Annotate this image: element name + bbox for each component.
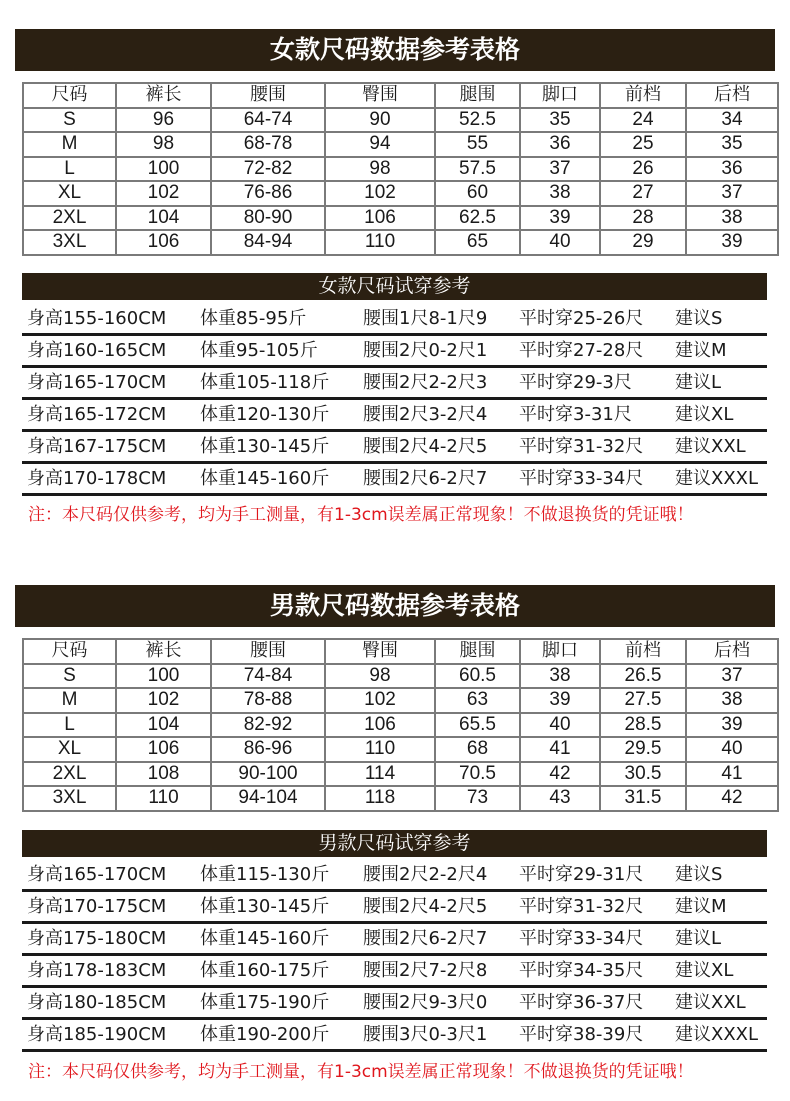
fit-weight: 体重145-160斤 bbox=[200, 928, 330, 949]
table-cell: 28.5 bbox=[600, 713, 686, 738]
table-cell: 57.5 bbox=[435, 157, 520, 182]
table-cell: M bbox=[23, 132, 116, 157]
table-cell: 40 bbox=[686, 737, 778, 762]
table-cell: 40 bbox=[520, 230, 600, 255]
fit-usual-size: 平时穿33-34尺 bbox=[519, 468, 644, 489]
table-cell: 73 bbox=[435, 786, 520, 811]
table-cell: 68 bbox=[435, 737, 520, 762]
table-cell: 114 bbox=[325, 762, 435, 787]
table-cell: 36 bbox=[686, 157, 778, 182]
table-cell: 29.5 bbox=[600, 737, 686, 762]
fit-waist: 腰围2尺3-2尺4 bbox=[363, 404, 488, 425]
table-cell: 86-96 bbox=[211, 737, 325, 762]
table-row bbox=[23, 737, 778, 762]
table-cell: 39 bbox=[520, 688, 600, 713]
table-cell: 106 bbox=[325, 713, 435, 738]
fit-weight: 体重190-200斤 bbox=[200, 1024, 330, 1045]
men-disclaimer-note: 注：本尺码仅供参考，均为手工测量，有1-3cm误差属正常现象！不做退换货的凭证哦！ bbox=[28, 1062, 694, 1082]
fit-waist: 腰围3尺0-3尺1 bbox=[363, 1024, 488, 1045]
column-header: 后档 bbox=[686, 639, 778, 664]
table-cell: 3XL bbox=[23, 230, 116, 255]
fit-row bbox=[22, 464, 767, 496]
column-header: 臀围 bbox=[325, 83, 435, 108]
table-cell: 96 bbox=[116, 108, 211, 133]
table-cell: 106 bbox=[325, 206, 435, 231]
fit-usual-size: 平时穿29-3尺 bbox=[519, 372, 632, 393]
fit-usual-size: 平时穿34-35尺 bbox=[519, 960, 644, 981]
table-cell: 42 bbox=[686, 786, 778, 811]
table-cell: 102 bbox=[116, 181, 211, 206]
table-cell: 63 bbox=[435, 688, 520, 713]
fit-usual-size: 平时穿33-34尺 bbox=[519, 928, 644, 949]
fit-height: 身高165-170CM bbox=[27, 864, 167, 885]
table-cell: 43 bbox=[520, 786, 600, 811]
table-cell: 102 bbox=[325, 181, 435, 206]
fit-row bbox=[22, 304, 767, 336]
fit-waist: 腰围2尺0-2尺1 bbox=[363, 340, 488, 361]
table-cell: L bbox=[23, 157, 116, 182]
fit-suggested-size: 建议XXL bbox=[675, 436, 746, 457]
fit-suggested-size: 建议XL bbox=[675, 960, 734, 981]
fit-waist: 腰围2尺7-2尺8 bbox=[363, 960, 488, 981]
fit-usual-size: 平时穿36-37尺 bbox=[519, 992, 644, 1013]
table-cell: 28 bbox=[600, 206, 686, 231]
table-cell: 38 bbox=[520, 181, 600, 206]
fit-waist: 腰围2尺6-2尺7 bbox=[363, 468, 488, 489]
fit-row bbox=[22, 956, 767, 988]
table-cell: 39 bbox=[520, 206, 600, 231]
table-cell: 38 bbox=[686, 688, 778, 713]
fit-waist: 腰围2尺2-2尺3 bbox=[363, 372, 488, 393]
fit-height: 身高167-175CM bbox=[27, 436, 167, 457]
column-header: 腰围 bbox=[211, 83, 325, 108]
table-cell: 52.5 bbox=[435, 108, 520, 133]
table-cell: 94-104 bbox=[211, 786, 325, 811]
table-cell: 78-88 bbox=[211, 688, 325, 713]
table-cell: 3XL bbox=[23, 786, 116, 811]
fit-row bbox=[22, 892, 767, 924]
fit-height: 身高175-180CM bbox=[27, 928, 167, 949]
fit-height: 身高170-175CM bbox=[27, 896, 167, 917]
table-cell: 25 bbox=[600, 132, 686, 157]
table-row bbox=[23, 664, 778, 689]
column-header: 裤长 bbox=[116, 83, 211, 108]
fit-suggested-size: 建议L bbox=[675, 928, 722, 949]
table-cell: 118 bbox=[325, 786, 435, 811]
fit-suggested-size: 建议XL bbox=[675, 404, 734, 425]
fit-height: 身高160-165CM bbox=[27, 340, 167, 361]
fit-usual-size: 平时穿29-31尺 bbox=[519, 864, 644, 885]
fit-height: 身高180-185CM bbox=[27, 992, 167, 1013]
table-cell: L bbox=[23, 713, 116, 738]
table-cell: 37 bbox=[686, 664, 778, 689]
table-cell: 40 bbox=[520, 713, 600, 738]
table-cell: 74-84 bbox=[211, 664, 325, 689]
fit-row bbox=[22, 336, 767, 368]
table-cell: 34 bbox=[686, 108, 778, 133]
table-cell: 37 bbox=[686, 181, 778, 206]
fit-weight: 体重175-190斤 bbox=[200, 992, 330, 1013]
table-cell: 41 bbox=[520, 737, 600, 762]
table-row bbox=[23, 688, 778, 713]
fit-row bbox=[22, 860, 767, 892]
table-cell: 27 bbox=[600, 181, 686, 206]
table-cell: 110 bbox=[325, 737, 435, 762]
fit-waist: 腰围2尺4-2尺5 bbox=[363, 896, 488, 917]
table-row bbox=[23, 108, 778, 133]
fit-suggested-size: 建议XXL bbox=[675, 992, 746, 1013]
table-cell: 42 bbox=[520, 762, 600, 787]
table-cell: 90-100 bbox=[211, 762, 325, 787]
column-header: 后档 bbox=[686, 83, 778, 108]
fit-usual-size: 平时穿25-26尺 bbox=[519, 308, 644, 329]
fit-row bbox=[22, 432, 767, 464]
table-cell: 102 bbox=[116, 688, 211, 713]
table-cell: 36 bbox=[520, 132, 600, 157]
fit-height: 身高155-160CM bbox=[27, 308, 167, 329]
table-cell: 110 bbox=[325, 230, 435, 255]
fit-height: 身高165-172CM bbox=[27, 404, 167, 425]
fit-suggested-size: 建议XXXL bbox=[675, 468, 759, 489]
table-cell: 98 bbox=[325, 157, 435, 182]
column-header: 腿围 bbox=[435, 83, 520, 108]
table-cell: 2XL bbox=[23, 762, 116, 787]
men-fit-reference-title: 男款尺码试穿参考 bbox=[22, 830, 767, 857]
fit-weight: 体重130-145斤 bbox=[200, 896, 330, 917]
women-fit-reference-title: 女款尺码试穿参考 bbox=[22, 273, 767, 300]
column-header: 尺码 bbox=[23, 639, 116, 664]
table-cell: 110 bbox=[116, 786, 211, 811]
table-cell: S bbox=[23, 664, 116, 689]
fit-weight: 体重145-160斤 bbox=[200, 468, 330, 489]
table-cell: XL bbox=[23, 181, 116, 206]
men-size-table bbox=[22, 638, 779, 812]
table-row bbox=[23, 181, 778, 206]
fit-weight: 体重120-130斤 bbox=[200, 404, 330, 425]
table-cell: 100 bbox=[116, 157, 211, 182]
column-header: 前档 bbox=[600, 83, 686, 108]
fit-weight: 体重130-145斤 bbox=[200, 436, 330, 457]
fit-suggested-size: 建议S bbox=[675, 864, 723, 885]
table-cell: 31.5 bbox=[600, 786, 686, 811]
fit-suggested-size: 建议S bbox=[675, 308, 723, 329]
table-row bbox=[23, 786, 778, 811]
table-cell: S bbox=[23, 108, 116, 133]
fit-usual-size: 平时穿31-32尺 bbox=[519, 896, 644, 917]
fit-weight: 体重85-95斤 bbox=[200, 308, 307, 329]
table-cell: 37 bbox=[520, 157, 600, 182]
fit-row bbox=[22, 400, 767, 432]
fit-usual-size: 平时穿3-31尺 bbox=[519, 404, 632, 425]
table-cell: 24 bbox=[600, 108, 686, 133]
table-row bbox=[23, 762, 778, 787]
table-cell: 2XL bbox=[23, 206, 116, 231]
men-fit-list bbox=[22, 860, 767, 1052]
table-cell: 90 bbox=[325, 108, 435, 133]
fit-height: 身高170-178CM bbox=[27, 468, 167, 489]
fit-waist: 腰围1尺8-1尺9 bbox=[363, 308, 488, 329]
fit-waist: 腰围2尺2-2尺4 bbox=[363, 864, 488, 885]
fit-suggested-size: 建议XXXL bbox=[675, 1024, 759, 1045]
table-cell: 65 bbox=[435, 230, 520, 255]
table-cell: 27.5 bbox=[600, 688, 686, 713]
table-cell: 106 bbox=[116, 230, 211, 255]
table-cell: 39 bbox=[686, 230, 778, 255]
women-size-table bbox=[22, 82, 779, 256]
fit-row bbox=[22, 988, 767, 1020]
column-header: 脚口 bbox=[520, 83, 600, 108]
table-cell: 84-94 bbox=[211, 230, 325, 255]
table-cell: 80-90 bbox=[211, 206, 325, 231]
fit-weight: 体重160-175斤 bbox=[200, 960, 330, 981]
table-cell: 29 bbox=[600, 230, 686, 255]
table-cell: 98 bbox=[116, 132, 211, 157]
fit-row bbox=[22, 368, 767, 400]
table-cell: 65.5 bbox=[435, 713, 520, 738]
women-size-chart-title: 女款尺码数据参考表格 bbox=[15, 29, 775, 71]
table-cell: 100 bbox=[116, 664, 211, 689]
fit-waist: 腰围2尺9-3尺0 bbox=[363, 992, 488, 1013]
table-row bbox=[23, 230, 778, 255]
table-cell: 38 bbox=[520, 664, 600, 689]
table-cell: XL bbox=[23, 737, 116, 762]
table-cell: 30.5 bbox=[600, 762, 686, 787]
table-cell: 26.5 bbox=[600, 664, 686, 689]
table-cell: 82-92 bbox=[211, 713, 325, 738]
table-cell: 68-78 bbox=[211, 132, 325, 157]
fit-suggested-size: 建议M bbox=[675, 896, 727, 917]
table-row bbox=[23, 206, 778, 231]
table-cell: 64-74 bbox=[211, 108, 325, 133]
table-cell: 26 bbox=[600, 157, 686, 182]
fit-height: 身高185-190CM bbox=[27, 1024, 167, 1045]
women-disclaimer-note: 注：本尺码仅供参考，均为手工测量，有1-3cm误差属正常现象！不做退换货的凭证哦！ bbox=[28, 505, 694, 525]
table-cell: 41 bbox=[686, 762, 778, 787]
table-cell: 98 bbox=[325, 664, 435, 689]
fit-weight: 体重95-105斤 bbox=[200, 340, 318, 361]
table-cell: 38 bbox=[686, 206, 778, 231]
table-cell: 108 bbox=[116, 762, 211, 787]
table-cell: 70.5 bbox=[435, 762, 520, 787]
fit-height: 身高165-170CM bbox=[27, 372, 167, 393]
fit-row bbox=[22, 1020, 767, 1052]
fit-suggested-size: 建议M bbox=[675, 340, 727, 361]
fit-weight: 体重115-130斤 bbox=[200, 864, 330, 885]
table-cell: 72-82 bbox=[211, 157, 325, 182]
table-cell: 94 bbox=[325, 132, 435, 157]
column-header: 腿围 bbox=[435, 639, 520, 664]
fit-row bbox=[22, 924, 767, 956]
table-cell: 106 bbox=[116, 737, 211, 762]
fit-weight: 体重105-118斤 bbox=[200, 372, 330, 393]
table-header-row bbox=[23, 639, 778, 664]
column-header: 裤长 bbox=[116, 639, 211, 664]
men-size-chart-title: 男款尺码数据参考表格 bbox=[15, 585, 775, 627]
table-cell: 60 bbox=[435, 181, 520, 206]
table-cell: 104 bbox=[116, 713, 211, 738]
fit-usual-size: 平时穿27-28尺 bbox=[519, 340, 644, 361]
fit-waist: 腰围2尺4-2尺5 bbox=[363, 436, 488, 457]
table-row bbox=[23, 157, 778, 182]
women-fit-list bbox=[22, 304, 767, 496]
table-cell: 35 bbox=[520, 108, 600, 133]
column-header: 腰围 bbox=[211, 639, 325, 664]
column-header: 尺码 bbox=[23, 83, 116, 108]
fit-usual-size: 平时穿38-39尺 bbox=[519, 1024, 644, 1045]
fit-height: 身高178-183CM bbox=[27, 960, 167, 981]
table-cell: 104 bbox=[116, 206, 211, 231]
column-header: 脚口 bbox=[520, 639, 600, 664]
table-cell: M bbox=[23, 688, 116, 713]
table-cell: 62.5 bbox=[435, 206, 520, 231]
table-cell: 39 bbox=[686, 713, 778, 738]
column-header: 臀围 bbox=[325, 639, 435, 664]
table-header-row bbox=[23, 83, 778, 108]
table-cell: 55 bbox=[435, 132, 520, 157]
fit-waist: 腰围2尺6-2尺7 bbox=[363, 928, 488, 949]
table-cell: 60.5 bbox=[435, 664, 520, 689]
table-cell: 102 bbox=[325, 688, 435, 713]
table-cell: 76-86 bbox=[211, 181, 325, 206]
table-cell: 35 bbox=[686, 132, 778, 157]
table-row bbox=[23, 713, 778, 738]
column-header: 前档 bbox=[600, 639, 686, 664]
table-row bbox=[23, 132, 778, 157]
fit-suggested-size: 建议L bbox=[675, 372, 722, 393]
fit-usual-size: 平时穿31-32尺 bbox=[519, 436, 644, 457]
